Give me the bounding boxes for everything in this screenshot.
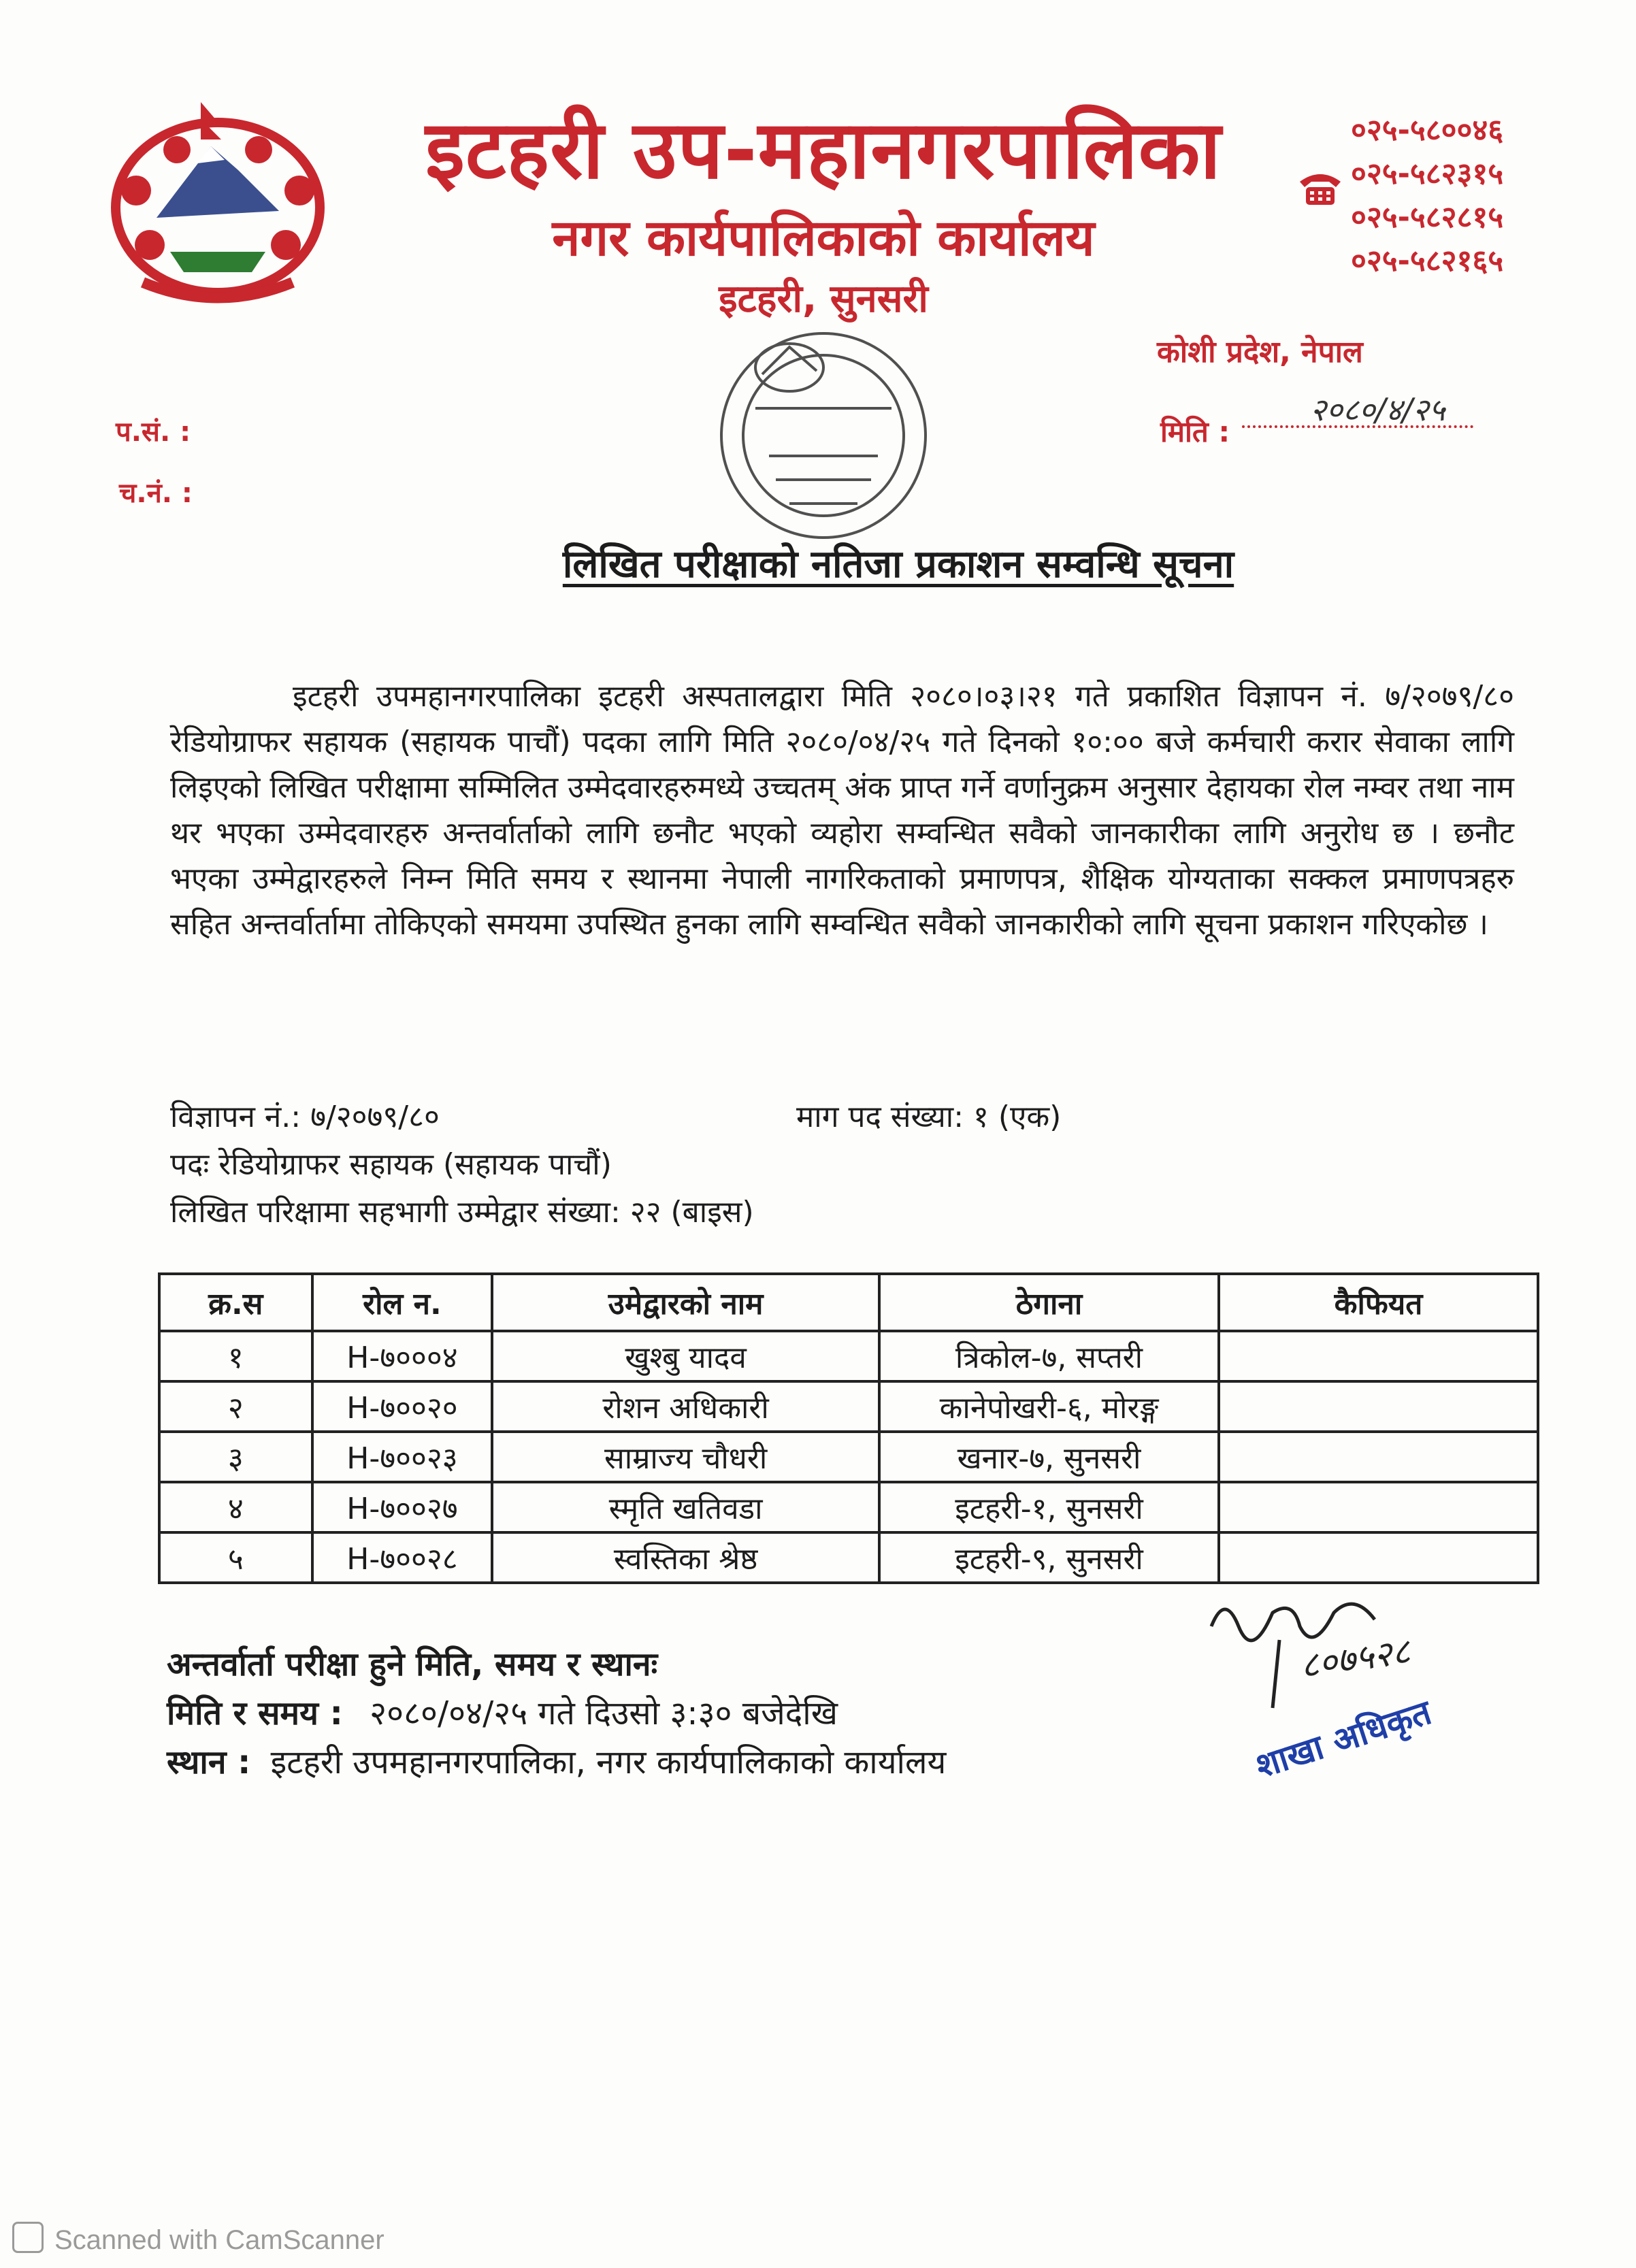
municipality-seal-icon bbox=[694, 320, 953, 544]
phone-number: ०२५-५८२८१५ bbox=[1351, 200, 1504, 235]
serial-cell: ५ bbox=[159, 1532, 312, 1583]
address-cell: इटहरी-१, सुनसरी bbox=[879, 1482, 1219, 1532]
serial-cell: ४ bbox=[159, 1482, 312, 1532]
place-label: स्थान : bbox=[167, 1743, 251, 1781]
place-value: इटहरी उपमहानगरपालिका, नगर कार्यपालिकाको कार्यालय bbox=[270, 1743, 947, 1781]
advertisement-number: विज्ञापन नं.: ७/२०७९/८० bbox=[170, 1100, 440, 1134]
serial-cell: १ bbox=[159, 1331, 312, 1381]
address-cell: खनार-७, सुनसरी bbox=[879, 1432, 1219, 1482]
notice-body: इटहरी उपमहानगरपालिका इटहरी अस्पतालद्वारा मिति २०८०।०३।२१ गते प्रकाशित विज्ञापन नं. ७/२०७९/८० रेडियोग्राफर सहायक (सहायक पाचौं) पदका लागि मिति २०८०/०४/२५ गते दिनको १०:०० बजे कर्मचारी करार सेवाका लागि लिइएको लिखित परीक्षामा सम्मिलित उम्मेदवारहरुमध्ये उच्चतम् अंक प्राप्त गर्ने वर्णानुक्रम अनुसार देहायका रोल नम्वर तथा नाम थर भएका उम्मेदवारहरु अन्तर्वार्ताको लागि छनौट भएको व्यहोरा सम्वन्धित सवैको जानकारीका लागि अनुरोध छ । छनौट भएका उम्मेद्वारहरुले निम्न मिति समय र स्थानमा नेपाली नागरिकताको प्रमाणपत्र, शैक्षिक योग्यताका सक्कल प्रमाणपत्रहरु सहित अन्तर्वार्तामा तोकिएको समयमा उपस्थित हुनका लागि सम्वन्धित सवैको जानकारीको लागि सूचना प्रकाशन गरिएकोछ । bbox=[170, 679, 1514, 942]
candidate-name-cell: स्वस्तिका श्रेष्ठ bbox=[492, 1532, 879, 1583]
address-cell: त्रिकोल-७, सप्तरी bbox=[879, 1331, 1219, 1381]
officer-stamp: शाखा अधिकृत bbox=[1251, 1692, 1437, 1786]
phone-number: ०२५-५८२१६५ bbox=[1351, 244, 1504, 278]
signature-number: ८०७५२८ bbox=[1297, 1630, 1413, 1687]
interview-place bbox=[167, 1738, 946, 1787]
remarks-cell bbox=[1219, 1331, 1538, 1381]
table-row bbox=[159, 1432, 1538, 1482]
address-cell: इटहरी-९, सुनसरी bbox=[879, 1532, 1219, 1583]
telephone-icon bbox=[1296, 167, 1344, 208]
roll-number-cell: H-७००२७ bbox=[312, 1482, 493, 1532]
interview-heading: अन्तर्वार्ता परीक्षा हुने मिति, समय र स्थानः bbox=[167, 1645, 658, 1683]
interview-datetime bbox=[167, 1689, 838, 1738]
nepal-emblem-icon bbox=[95, 88, 340, 313]
table-header-row bbox=[159, 1274, 1538, 1331]
date-label: मिति : bbox=[1160, 415, 1230, 448]
serial-cell: ३ bbox=[159, 1432, 312, 1482]
remarks-cell bbox=[1219, 1432, 1538, 1482]
demand-post-count: माग पद संख्या: १ (एक) bbox=[796, 1100, 1062, 1134]
table-row bbox=[159, 1482, 1538, 1532]
candidate-name-cell: स्मृति खतिवडा bbox=[492, 1482, 879, 1532]
candidate-count: लिखित परिक्षामा सहभागी उम्मेद्वार संख्या: २२ (बाइस) bbox=[170, 1195, 754, 1230]
table-row bbox=[159, 1331, 1538, 1381]
remarks-cell bbox=[1219, 1381, 1538, 1432]
serial-cell: २ bbox=[159, 1381, 312, 1432]
post-name: पदः रेडियोग्राफर सहायक (सहायक पाचौं) bbox=[170, 1147, 612, 1182]
candidate-name-cell: साम्राज्य चौधरी bbox=[492, 1432, 879, 1482]
roll-number-cell: H-७००२३ bbox=[312, 1432, 493, 1482]
remarks-cell bbox=[1219, 1482, 1538, 1532]
candidate-name-cell: रोशन अधिकारी bbox=[492, 1381, 879, 1432]
patra-sankhya-label: प.सं. : bbox=[116, 416, 191, 448]
notice-title: लिखित परीक्षाको नतिजा प्रकाशन सम्वन्धि सूचना bbox=[562, 542, 1234, 587]
camscanner-logo-icon bbox=[12, 2222, 44, 2253]
organization-title: इटहरी उप-महानगरपालिका bbox=[425, 103, 1222, 197]
table-row bbox=[159, 1532, 1538, 1583]
chalani-number-label: च.नं. : bbox=[119, 478, 193, 509]
province-label: कोशी प्रदेश, नेपाल bbox=[1157, 335, 1363, 369]
datetime-value: २०८०/०४/२५ गते दिउसो ३:३० बजेदेखि bbox=[370, 1694, 838, 1732]
column-header: रोल न. bbox=[312, 1274, 493, 1331]
column-header: उमेद्वारको नाम bbox=[492, 1274, 879, 1331]
roll-number-cell: H-७००२० bbox=[312, 1381, 493, 1432]
phone-number: ०२५-५८००४६ bbox=[1351, 113, 1504, 148]
remarks-cell bbox=[1219, 1532, 1538, 1583]
roll-number-cell: H-७००२८ bbox=[312, 1532, 493, 1583]
column-header: क्र.स bbox=[159, 1274, 312, 1331]
office-name: नगर कार्यपालिकाको कार्यालय bbox=[552, 209, 1095, 267]
phone-numbers bbox=[1351, 109, 1582, 283]
column-header: कैफियत bbox=[1219, 1274, 1538, 1331]
date-value: २०८०/४/२५ bbox=[1310, 391, 1445, 428]
scanner-watermark: Scanned with CamScanner bbox=[54, 2225, 385, 2255]
table-row bbox=[159, 1381, 1538, 1432]
office-location: इटहरी, सुनसरी bbox=[719, 277, 928, 321]
address-cell: कानेपोखरी-६, मोरङ्ग bbox=[879, 1381, 1219, 1432]
phone-number: ०२५-५८२३१५ bbox=[1351, 157, 1504, 191]
column-header: ठेगाना bbox=[879, 1274, 1219, 1331]
datetime-label: मिति र समय : bbox=[167, 1694, 343, 1732]
results-table bbox=[158, 1272, 1539, 1584]
roll-number-cell: H-७०००४ bbox=[312, 1331, 493, 1381]
candidate-name-cell: खुश्बु यादव bbox=[492, 1331, 879, 1381]
